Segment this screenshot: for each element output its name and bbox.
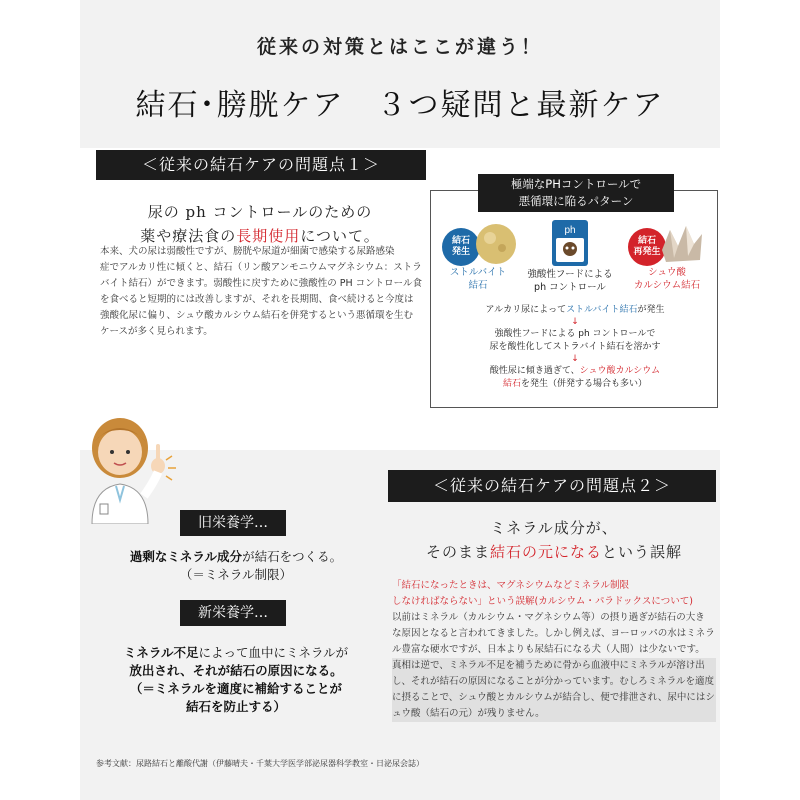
misconception-quote: しなければならない」という誤解: [392, 596, 535, 607]
new-nutrition-rest: によって血中にミネラルが: [198, 645, 349, 660]
oxalate-stone-icon: [656, 220, 706, 266]
flow-text: を発生（併発する場合も多い）: [521, 379, 648, 389]
body-line: を食べると短期的には改善しますが、それを長期間、食べ続けると今度は: [100, 294, 414, 305]
struvite-stone-icon: [474, 222, 518, 266]
page-subtitle: 従来の対策とはここが違う！: [256, 36, 543, 58]
body-line: 以前はミネラル（カルシウム・マグネシウム等）の摂り過ぎが結石の大き: [392, 612, 705, 623]
page-title: 結石･膀胱ケア ３つ疑問と最新ケア: [135, 88, 665, 123]
caption-line: 強酸性フードによる: [527, 269, 613, 280]
problem2-lead-line1: ミネラル成分が、: [490, 519, 618, 537]
diagram-title-line2: 悪循環に陥るパターン: [518, 194, 634, 208]
calcium-paradox-note: (カルシウム・パラドックスについて): [534, 596, 693, 607]
caption-line: シュウ酸: [648, 267, 686, 278]
flow-step-3a: [440, 365, 710, 378]
body-line: 本来、犬の尿は弱酸性ですが、膀胱や尿道が細菌で感染する尿路感染: [100, 246, 395, 257]
badge-text: 結石: [637, 236, 656, 246]
old-nutrition-label: 旧栄養学…: [180, 510, 286, 536]
lead-text: という誤解: [602, 543, 683, 561]
old-nutrition-line1: [96, 548, 376, 566]
flow-step-3b: [440, 378, 710, 391]
flow-step-2a: 強酸性フードによる ph コントロールで: [494, 329, 656, 339]
old-nutrition-rest: が結石をつくる。: [242, 549, 343, 564]
dog-food-bag-icon: [548, 218, 592, 268]
flow-text: アルカリ尿によって: [485, 305, 567, 315]
body-line-highlighted: に摂ることで、シュウ酸とカルシウムが結合し、便で排泄され、尿中にはシ: [392, 690, 716, 706]
flow-arrow: ↓: [571, 354, 579, 364]
caption-line: 結石: [468, 280, 488, 291]
body-line: バイト結石）ができます。弱酸性に戻すために強酸性の PH コントロール食: [100, 278, 422, 289]
flow-step-1: [440, 304, 710, 317]
food-bag-label: ph: [564, 225, 576, 236]
lead-text: について。: [300, 227, 380, 245]
body-line: な原因となると言われてきました。しかし例えば、ヨーロッパの水はミネラ: [392, 628, 715, 639]
problem2-body: [392, 578, 716, 722]
flow-highlight: シュウ酸カルシウム: [579, 366, 661, 376]
reference-note: 参考文献：尿路結石と離酸代謝（伊藤晴夫・千葉大学医学部泌尿器科学教室・日泌尿会誌）: [96, 759, 424, 768]
diagram-title-line1: 極端なPHコントロールで: [510, 177, 642, 191]
problem1-label: ＜従来の結石ケアの問題点１＞: [96, 150, 426, 180]
lead-highlight: 長期使用: [236, 227, 301, 245]
problem1-lead: [100, 200, 420, 248]
new-nutrition-bold: ミネラル不足: [123, 645, 199, 660]
flow-text: 酸性尿に傾き過ぎて、: [489, 366, 580, 376]
badge-text: 結石: [451, 236, 470, 246]
flow-highlight: 結石: [502, 379, 521, 389]
flow-highlight: ストルバイト結石: [566, 305, 638, 315]
new-nutrition-line4: 結石を防止する）: [185, 699, 286, 714]
new-nutrition-line2: 放出され、それが結石の原因になる。: [129, 663, 343, 678]
body-line-highlighted: ュウ酸（結石の元）が残りません。: [392, 706, 716, 722]
badge-text: 再発生: [633, 247, 661, 257]
diagram-flow: [440, 304, 710, 391]
lead-highlight: 結石の元になる: [489, 543, 602, 561]
new-nutrition-text: [96, 644, 376, 716]
new-nutrition-label: 新栄養学…: [180, 600, 286, 626]
old-nutrition-text: [96, 548, 376, 584]
new-nutrition-line3: （＝ミネラルを適度に補給することが: [129, 681, 343, 696]
body-line: ル豊富な硬水ですが、日本よりも尿結石になる犬（人間）は少ないです。: [392, 644, 705, 655]
body-line: 症でアルカリ性に傾くと、結石（リン酸アンモニウムマグネシウム：ストラ: [100, 262, 422, 273]
flow-arrow: ↓: [571, 317, 579, 327]
diagram-title: [478, 174, 674, 212]
problem2-lead: [392, 516, 716, 564]
misconception-quote-line2: [392, 594, 716, 610]
lead-text: そのまま: [425, 543, 490, 561]
problem1-lead-line1: 尿の ph コントロールのための: [147, 203, 373, 221]
old-nutrition-bold: 過剰なミネラル成分: [129, 549, 243, 564]
old-nutrition-note: （＝ミネラル制限）: [179, 567, 293, 582]
problem1-body: [100, 244, 426, 340]
oxalate-caption: [624, 266, 710, 292]
struvite-caption: [440, 266, 516, 292]
problem2-label: ＜従来の結石ケアの問題点２＞: [388, 470, 716, 502]
body-line: 強酸化尿に偏り、シュウ酸カルシウム結石を併発するという悪循環を生む: [100, 310, 413, 321]
flow-text: が発生: [637, 305, 665, 315]
body-line: ケースが多く見られます。: [100, 326, 213, 337]
caption-line: カルシウム結石: [633, 280, 701, 291]
badge-text: 発生: [451, 247, 470, 257]
ph-control-caption: [518, 268, 622, 294]
body-line-highlighted: し、それが結石の原因になることが分かっています。むしろミネラルを適度: [392, 674, 716, 690]
body-line-highlighted: 真相は逆で、ミネラル不足を補うために骨から血液中にミネラルが溶け出: [392, 658, 716, 674]
caption-line: ph コントロール: [534, 282, 606, 293]
caption-line: ストルバイト: [449, 267, 507, 278]
misconception-quote: 「結石になったときは、マグネシウムなどミネラル制限: [392, 580, 630, 591]
nurse-illustration: [72, 406, 184, 524]
lead-text: 薬や療法食の: [140, 227, 237, 245]
new-nutrition-line1: [96, 644, 376, 662]
flow-step-2b: 尿を酸性化してストラバイト結石を溶かす: [489, 342, 661, 352]
problem2-lead-line2: [392, 540, 716, 564]
